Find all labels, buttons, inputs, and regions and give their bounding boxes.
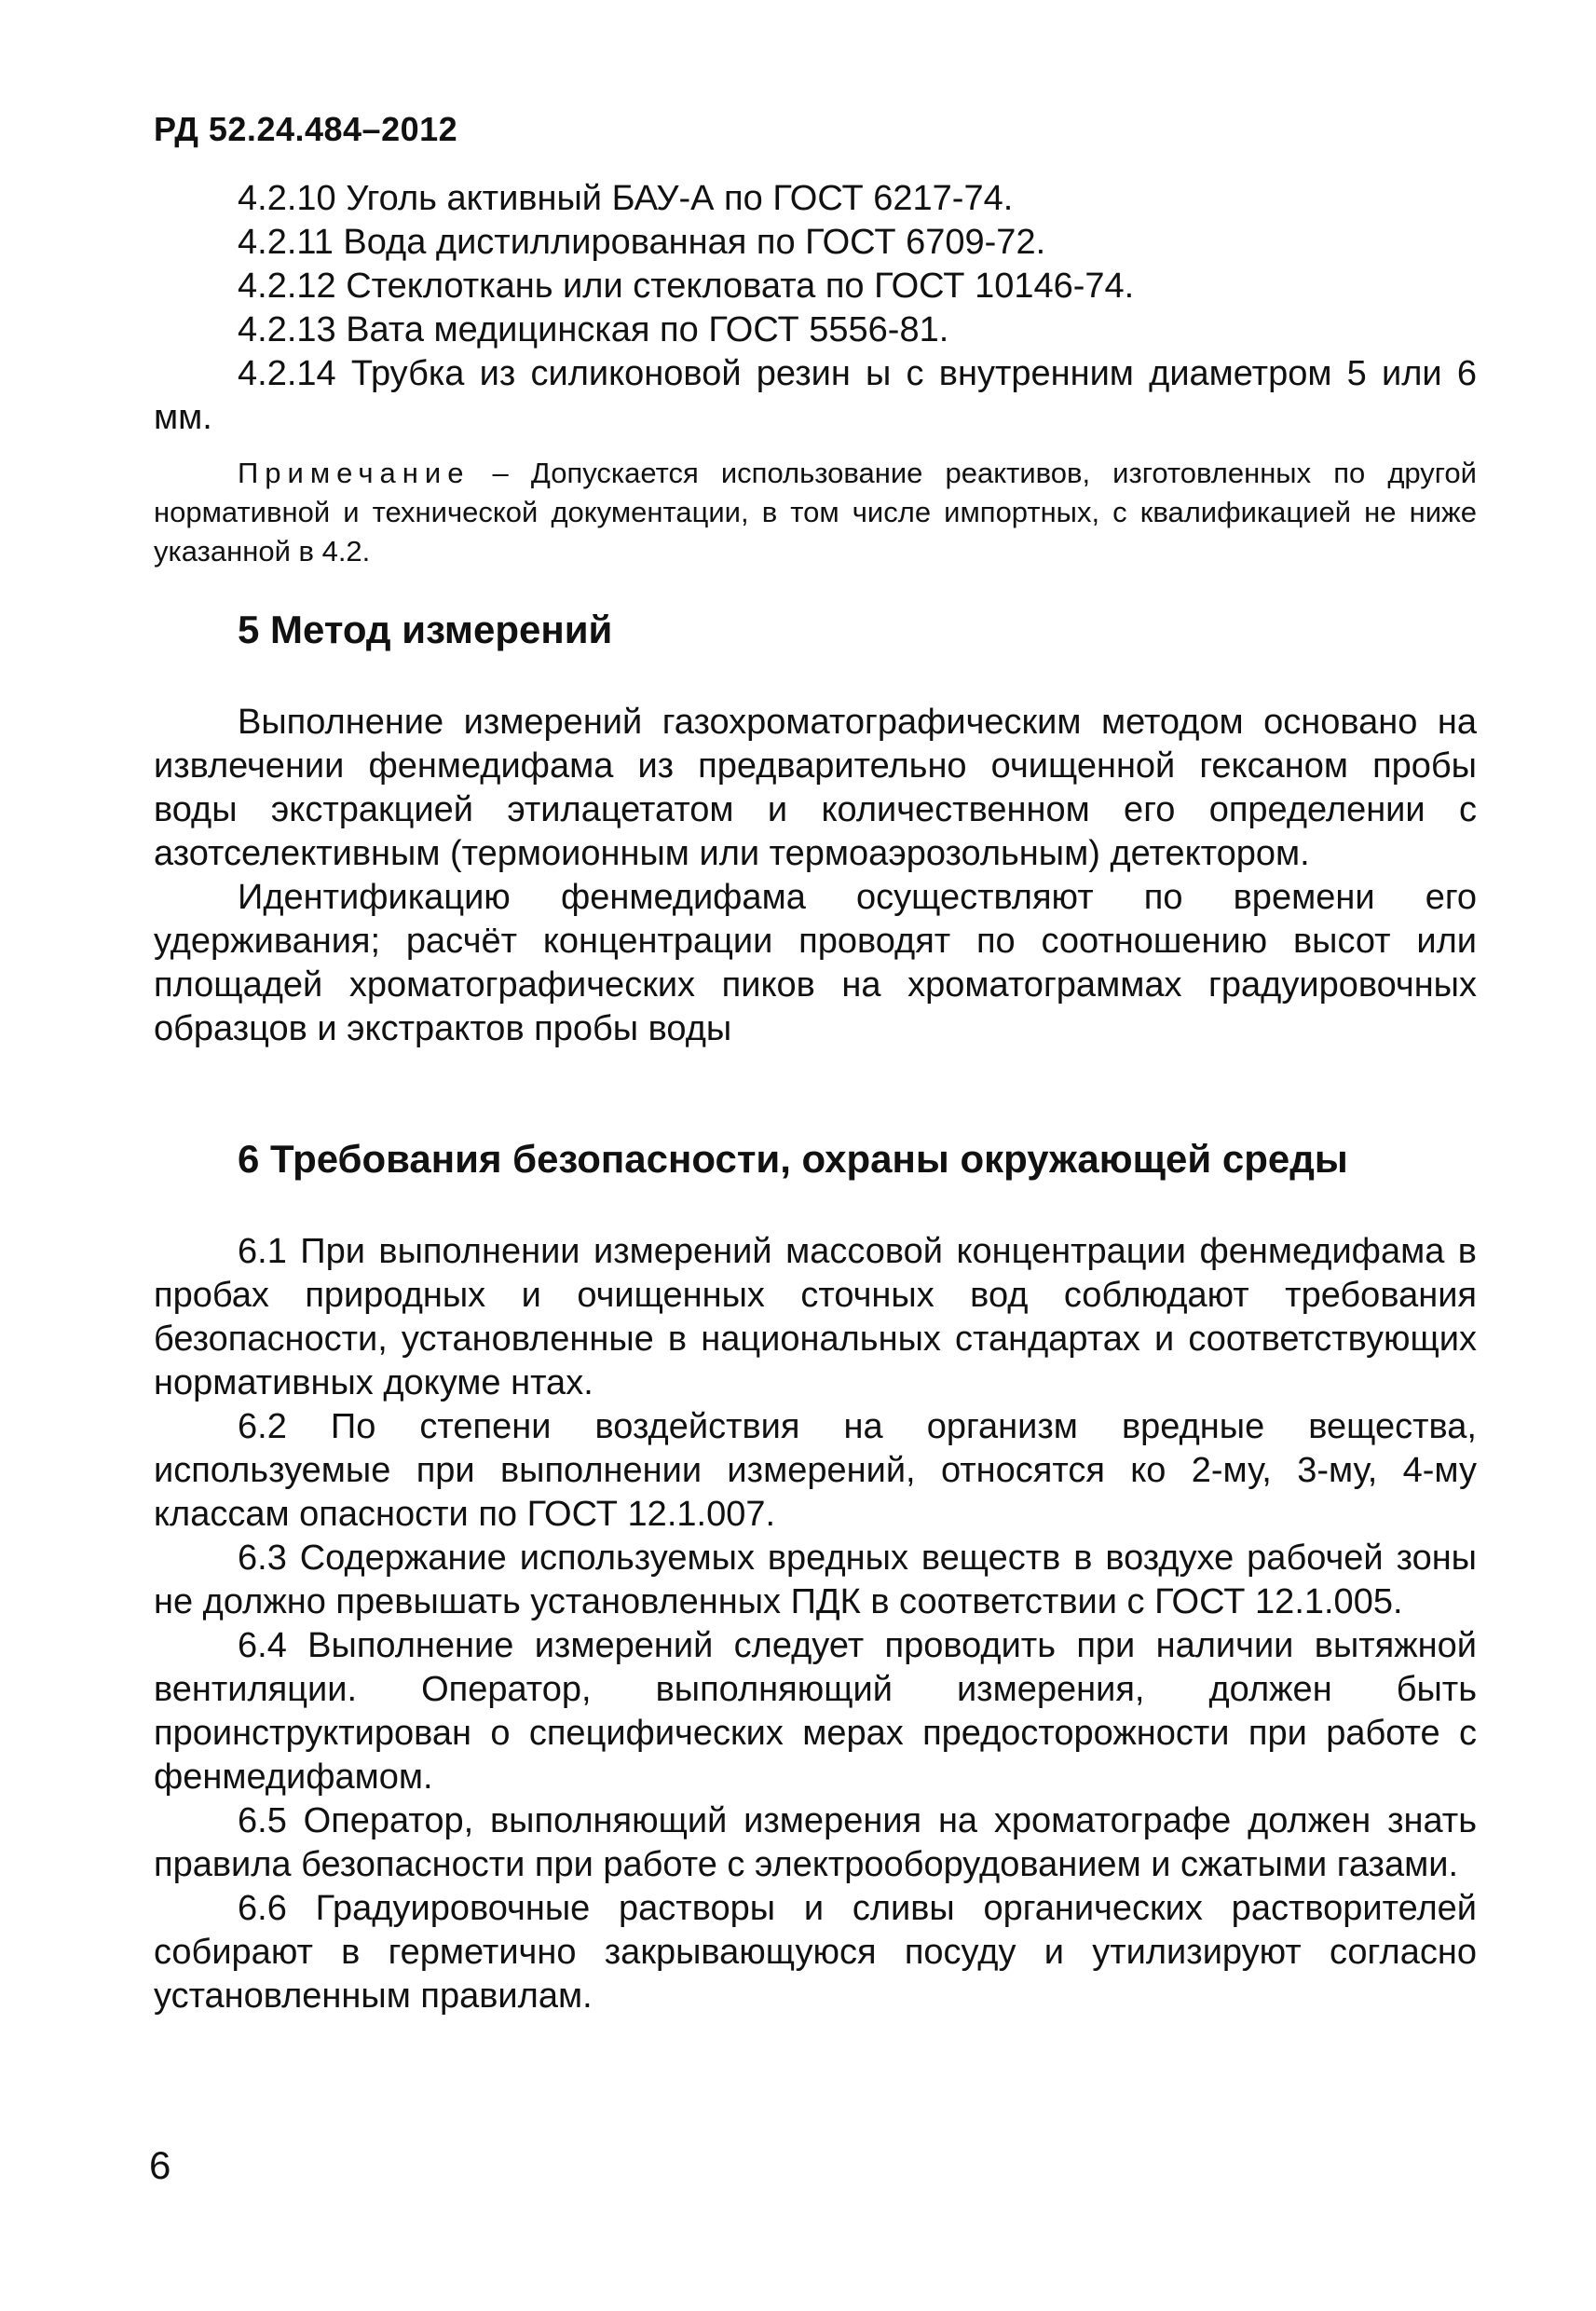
section-6-paragraph: 6.2 По степени воздействия на организм вредные вещества, используемые при выполнении измерений, относятся ко 2-му, 3-му, 4-му классам опасности по ГОСТ 12.1.007. [154, 1407, 1477, 1534]
document-code: РД 52.24.484–2012 [154, 110, 458, 148]
materials-item: 4.2.13 Вата медицинская по ГОСТ 5556-81. [238, 310, 949, 349]
spacer [154, 654, 1477, 701]
materials-item: 4.2.12 Стеклоткань или стекловата по ГОСТ 10146-74. [238, 267, 1135, 306]
page-number: 6 [149, 2143, 171, 2187]
section-6-paragraph: 6.3 Содержание используемых вредных веществ в воздухе рабочей зоны не должно превышать установленных ПДК в соответствии с ГОСТ 12.1.005. [154, 1538, 1477, 1621]
section-5 [154, 606, 1477, 1051]
spacer [154, 1183, 1477, 1230]
materials-list [154, 177, 1477, 440]
section-5-title: 5 Метод измерений [238, 608, 613, 651]
section-6-paragraph: 6.6 Градуировочные растворы и сливы органических растворителей собирают в герметично закрывающуюся посуду и утилизируют согласно установленным правилам. [154, 1889, 1477, 2016]
materials-item: 4.2.10 Уголь активный БАУ-А по ГОСТ 6217-74. [238, 179, 1014, 218]
section-6-paragraph: 6.1 При выполнении измерений массовой концентрации фенмедифама в пробах природных и очищенных сточных вод соблюдают требования безопасности, установленные в национальных стандартах и соответствующих нормативных докуме нтах. [154, 1232, 1477, 1402]
note-paragraph [154, 454, 1477, 571]
materials-item: 4.2.14 Трубка из силиконовой резин ы с внутренним диаметром 5 или 6 мм. [154, 354, 1477, 437]
section-6-paragraph: 6.5 Оператор, выполняющий измерения на хроматографе должен знать правила безопасности при работе с электрооборудованием и сжатыми газами. [154, 1801, 1477, 1884]
materials-item: 4.2.11 Вода дистиллированная по ГОСТ 6709-72. [238, 223, 1046, 262]
section-6-title: 6 Требования безопасности, охраны окружающей среды [238, 1137, 1348, 1181]
note-text: – Допускается использование реактивов, изготовленных по другой нормативной и технической документации, в том числе импортных, с квалификацией не ниже указанной в 4.2. [154, 457, 1477, 567]
section-5-paragraph: Идентификацию фенмедифама осуществляют по времени его удерживания; расчёт концентрации проводят по соотношению высот или площадей хроматографических пиков на хроматограммах градуировочных образцов и экстрактов пробы воды [154, 878, 1477, 1048]
section-5-paragraph: Выполнение измерений газохроматографическим методом основано на извлечении фенмедифама из предварительно очищенной гексаном пробы воды экстракцией этилацетатом и количественном его определении с азотселективным (термоионным или термоаэрозольным) детектором. [154, 703, 1477, 873]
note-block [154, 454, 1477, 571]
section-6 [154, 1135, 1477, 2018]
note-label: Примечание [238, 457, 471, 489]
section-6-paragraph: 6.4 Выполнение измерений следует проводить при наличии вытяжной вентиляции. Оператор, выполняющий измерения, должен быть проинструктирован о специфических мерах предосторожности при работе с фенмедифамом. [154, 1626, 1477, 1797]
